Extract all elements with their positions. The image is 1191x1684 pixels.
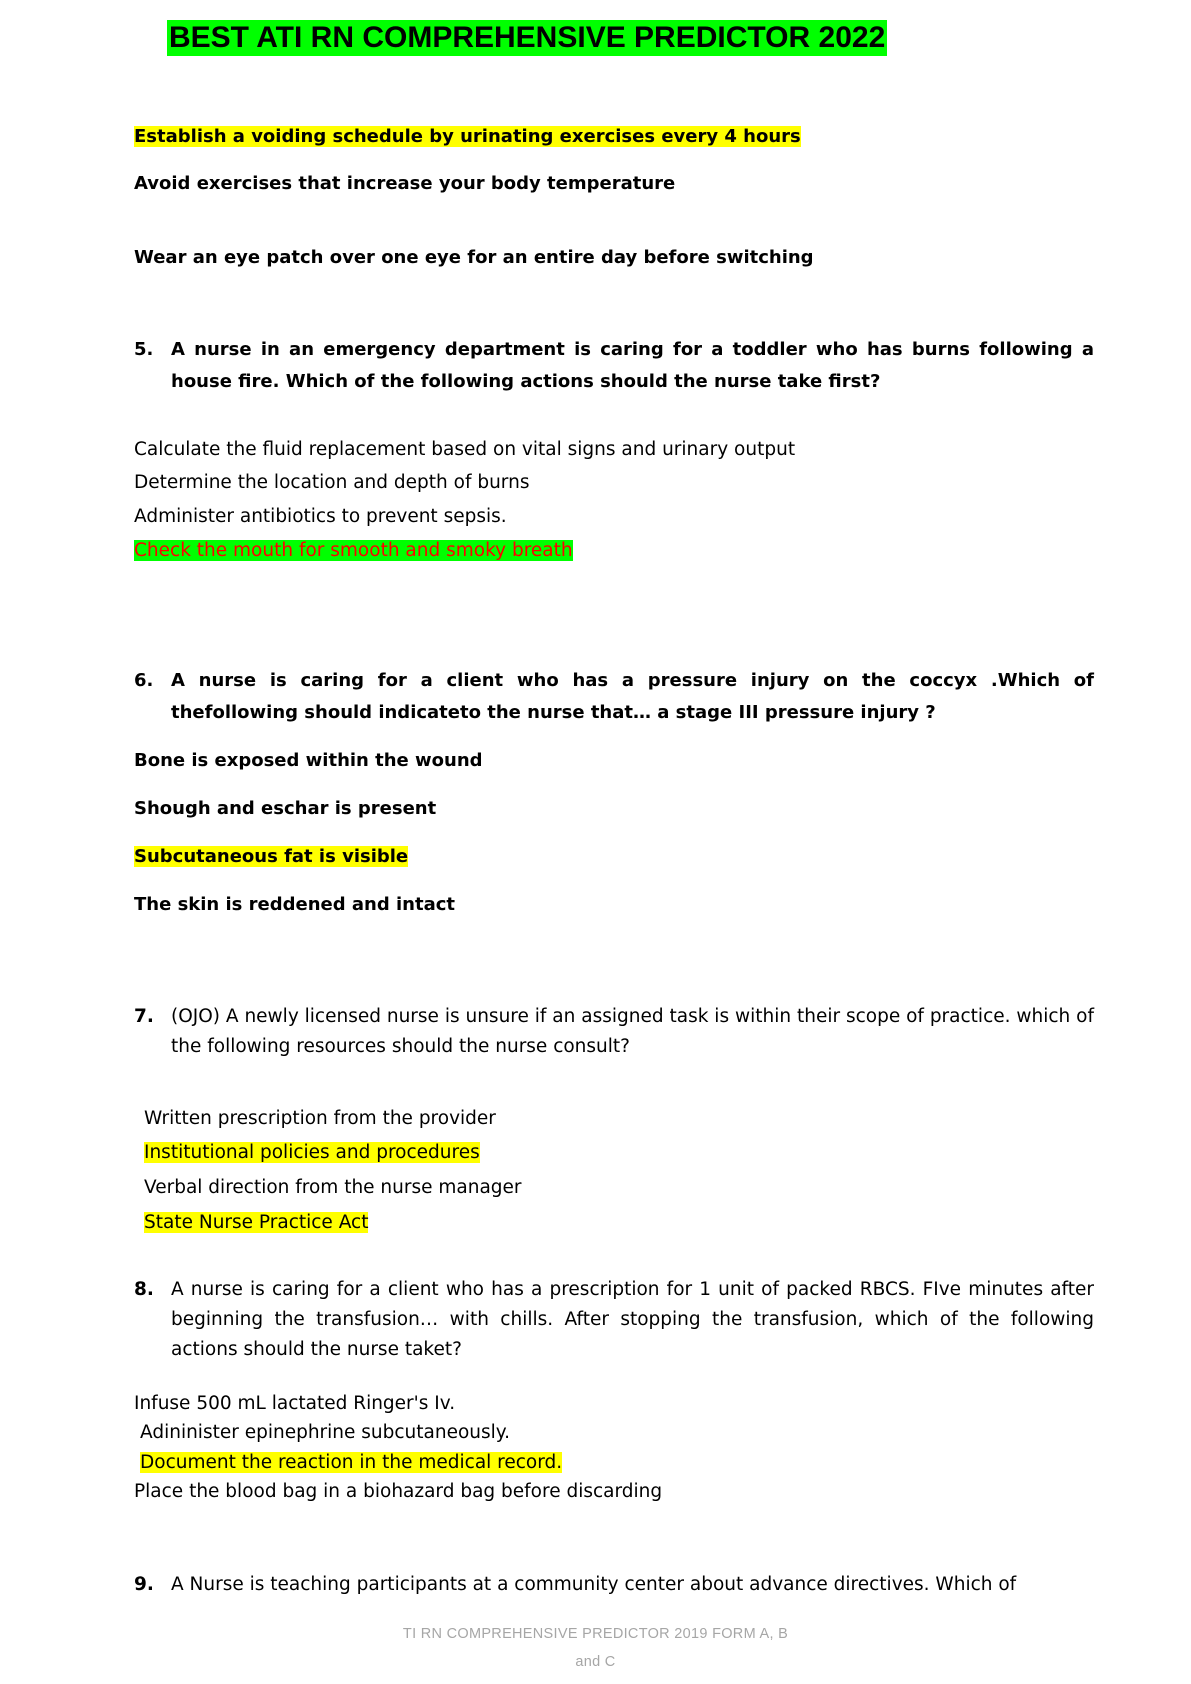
footer-line-1: TI RN COMPREHENSIVE PREDICTOR 2019 FORM A, B xyxy=(402,1626,789,1642)
prev-option-3: Wear an eye patch over one eye for an entire day before switching xyxy=(134,247,814,268)
q6-option-4: The skin is reddened and intact xyxy=(134,894,456,915)
footer-line-2: and C xyxy=(575,1654,616,1670)
q8-option-4: Place the blood bag in a biohazard bag before discarding xyxy=(134,1481,663,1502)
question-6 xyxy=(134,665,1094,729)
q6-option-3-correct: Subcutaneous fat is visible xyxy=(134,846,409,867)
question-text: A nurse is caring for a client who has a prescription for 1 unit of packed RBCS. FIve minutes after beginning the transfusion… with chills. After stopping the transfusion, which of the following actions should the nurse taket? xyxy=(171,1279,1094,1360)
question-text: A nurse in an emergency department is caring for a toddler who has burns following a house fire. Which of the following actions should the nurse take first? xyxy=(171,339,1094,392)
question-text: (OJO) A newly licensed nurse is unsure if an assigned task is within their scope of practice. which of the following resources should the nurse consult? xyxy=(171,1006,1094,1057)
q8-option-2: Adininister epinephrine subcutaneously. xyxy=(140,1422,510,1443)
q8-option-1: Infuse 500 mL lactated Ringer's Iv. xyxy=(134,1393,456,1414)
question-number: 9. xyxy=(134,1574,154,1595)
q6-option-2: Shough and eschar is present xyxy=(134,798,437,819)
question-5 xyxy=(134,334,1094,398)
q5-option-1: Calculate the fluid replacement based on vital signs and urinary output xyxy=(134,439,796,460)
q8-option-3-correct: Document the reaction in the medical record. xyxy=(140,1452,563,1473)
q7-option-1: Written prescription from the provider xyxy=(144,1108,496,1129)
question-9 xyxy=(134,1569,1094,1600)
question-text: A Nurse is teaching participants at a community center about advance directives. Which of xyxy=(171,1574,1017,1595)
prev-option-1-correct: Establish a voiding schedule by urinating exercises every 4 hours xyxy=(134,126,801,147)
question-number: 7. xyxy=(134,1006,154,1027)
prev-option-2: Avoid exercises that increase your body temperature xyxy=(134,173,676,194)
q7-option-3: Verbal direction from the nurse manager xyxy=(144,1177,522,1198)
q5-option-3: Administer antibiotics to prevent sepsis. xyxy=(134,506,507,527)
q5-option-4-correct: Check the mouth for smooth and smoky breath xyxy=(134,540,573,561)
question-8 xyxy=(134,1275,1094,1365)
q7-option-2-correct: Institutional policies and procedures xyxy=(144,1142,480,1163)
page-title: BEST ATI RN COMPREHENSIVE PREDICTOR 2022 xyxy=(169,21,886,54)
q6-option-1: Bone is exposed within the wound xyxy=(134,750,483,771)
question-number: 6. xyxy=(134,670,154,691)
question-number: 8. xyxy=(134,1279,154,1300)
question-text: A nurse is caring for a client who has a pressure injury on the coccyx .Which of thefollowing should indicateto the nurse that… a stage III pressure injury ? xyxy=(171,670,1094,723)
question-number: 5. xyxy=(134,339,154,360)
q5-option-2: Determine the location and depth of burns xyxy=(134,472,530,493)
question-7 xyxy=(134,1002,1094,1062)
q7-option-4-correct: State Nurse Practice Act xyxy=(144,1212,369,1233)
